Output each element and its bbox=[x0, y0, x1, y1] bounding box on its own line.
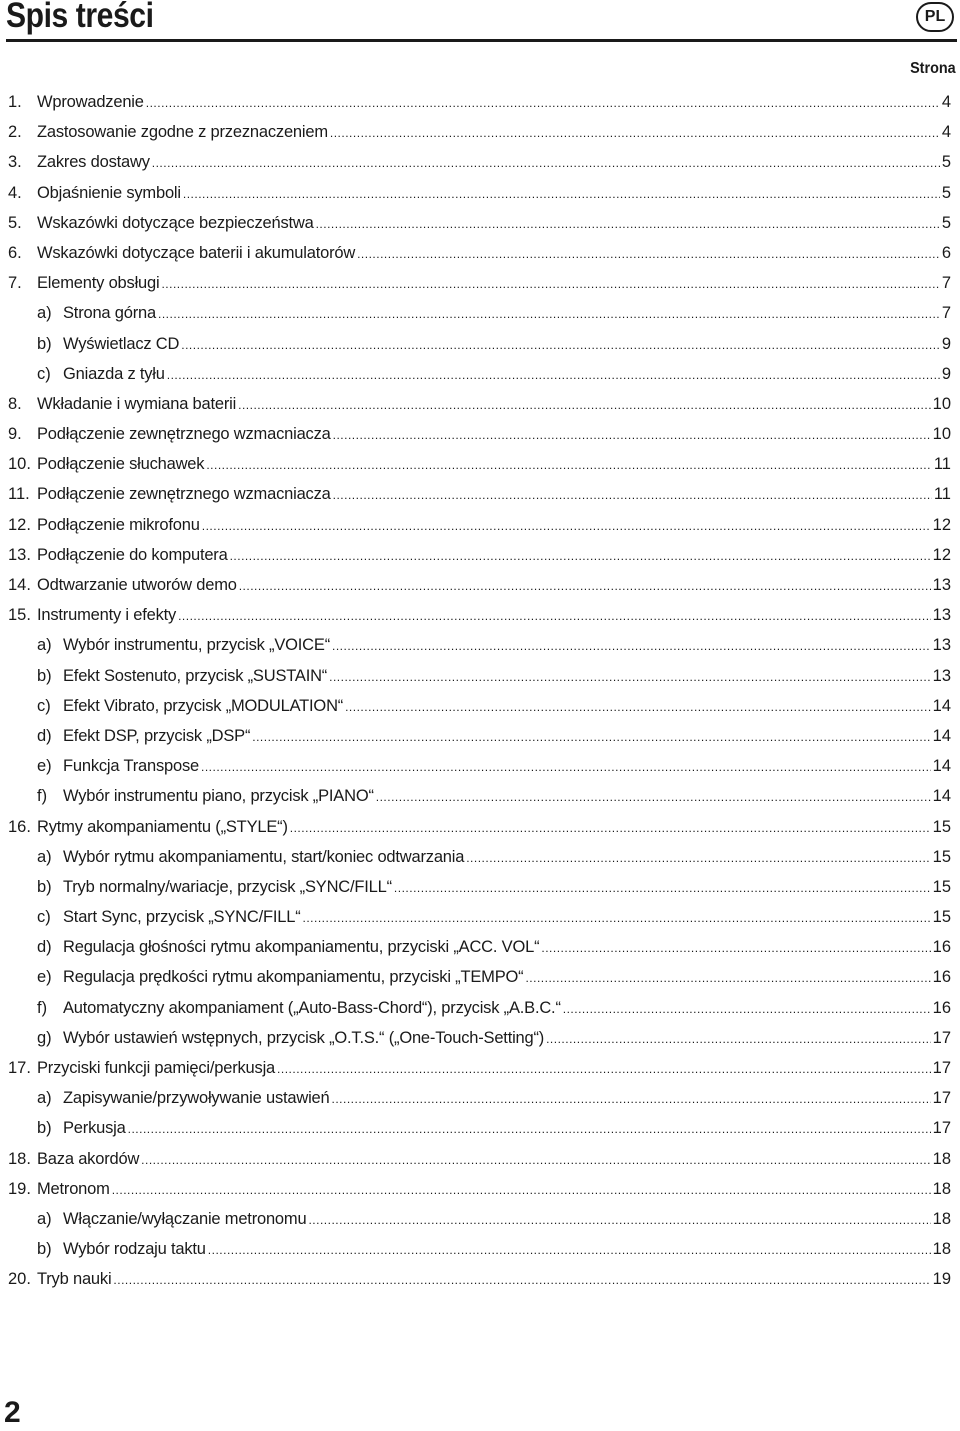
toc-dot-leader bbox=[332, 1084, 931, 1113]
toc-entry-number: a) bbox=[37, 847, 52, 866]
toc-entry-title: Gniazda z tyłu bbox=[63, 364, 165, 383]
toc-dot-leader bbox=[239, 571, 931, 600]
toc-entry-page: 9 bbox=[941, 334, 951, 353]
toc-dot-leader bbox=[277, 1054, 931, 1083]
toc-entry-title: Podłączenie do komputera bbox=[37, 545, 228, 564]
toc-entry-number: 18. bbox=[8, 1149, 31, 1168]
toc-entry-title: Efekt DSP, przycisk „DSP“ bbox=[63, 726, 251, 745]
toc-dot-leader bbox=[290, 813, 931, 842]
toc-entry-page: 18 bbox=[932, 1179, 951, 1198]
toc-entry-title: Wskazówki dotyczące baterii i akumulatorów bbox=[37, 243, 356, 262]
toc-dot-leader bbox=[563, 994, 931, 1023]
toc-entry[interactable] bbox=[8, 751, 951, 781]
toc-entry[interactable] bbox=[8, 117, 951, 147]
toc-entry[interactable] bbox=[8, 1204, 951, 1234]
toc-dot-leader bbox=[316, 209, 940, 238]
toc-entry-number: 8. bbox=[8, 394, 22, 413]
toc-entry-title: Baza akordów bbox=[37, 1149, 140, 1168]
toc-entry[interactable] bbox=[8, 661, 951, 691]
toc-entry-number: a) bbox=[37, 1209, 52, 1228]
toc-entry-number: c) bbox=[37, 696, 51, 715]
toc-entry-title: Tryb normalny/wariacje, przycisk „SYNC/FILL“ bbox=[63, 877, 392, 896]
toc-entry-page: 5 bbox=[941, 183, 951, 202]
toc-entry-number: 17. bbox=[8, 1059, 31, 1077]
toc-entry-title: Wybór ustawień wstępnych, przycisk „O.T.S.“ („One-Touch-Setting“) bbox=[63, 1028, 545, 1047]
toc-entry-page: 15 bbox=[932, 847, 951, 866]
toc-dot-leader bbox=[206, 450, 932, 479]
toc-entry[interactable] bbox=[8, 630, 951, 660]
toc-entry-number: 10. bbox=[8, 455, 31, 474]
toc-entry[interactable] bbox=[8, 540, 951, 570]
toc-entry-title: Podłączenie zewnętrznego wzmacniacza bbox=[37, 425, 331, 444]
toc-entry[interactable] bbox=[8, 1144, 951, 1174]
toc-entry[interactable] bbox=[8, 812, 951, 842]
toc-dot-leader bbox=[308, 1205, 930, 1234]
toc-dot-leader bbox=[178, 601, 931, 630]
toc-entry-title: Podłączenie słuchawek bbox=[37, 455, 205, 474]
toc-entry-title: Wybór instrumentu, przycisk „VOICE“ bbox=[63, 636, 330, 655]
toc-entry-title: Podłączenie mikrofonu bbox=[37, 515, 200, 534]
toc-entry-number: b) bbox=[37, 666, 52, 685]
toc-entry-number: 19. bbox=[8, 1179, 31, 1198]
toc-dot-leader bbox=[394, 873, 931, 902]
toc-dot-leader bbox=[113, 1265, 930, 1294]
toc-entry[interactable] bbox=[8, 1053, 951, 1083]
toc-entry-page: 16 bbox=[932, 968, 951, 987]
toc-entry-number: b) bbox=[37, 877, 52, 896]
page-column-header: Strona bbox=[910, 60, 956, 77]
toc-entry-page: 18 bbox=[932, 1149, 951, 1168]
toc-entry-number: 11. bbox=[8, 485, 30, 504]
toc-dot-leader bbox=[332, 631, 931, 660]
table-of-contents bbox=[8, 87, 951, 1295]
toc-dot-leader bbox=[376, 782, 931, 811]
toc-entry[interactable] bbox=[8, 329, 951, 359]
toc-entry-page: 11 bbox=[933, 455, 951, 474]
toc-entry-page: 12 bbox=[932, 515, 951, 534]
toc-entry-page: 13 bbox=[932, 636, 951, 655]
toc-entry-title: Automatyczny akompaniament („Auto-Bass-Chord“), przycisk „A.B.C.“ bbox=[63, 998, 561, 1017]
toc-entry-number: e) bbox=[37, 757, 52, 776]
toc-entry-title: Perkusja bbox=[63, 1119, 126, 1138]
toc-dot-leader bbox=[230, 541, 931, 570]
toc-entry-number: c) bbox=[37, 908, 51, 927]
toc-entry[interactable] bbox=[8, 902, 951, 932]
toc-entry-title: Wyświetlacz CD bbox=[63, 334, 180, 353]
toc-entry[interactable] bbox=[8, 600, 951, 630]
toc-entry-page: 17 bbox=[932, 1059, 951, 1077]
toc-entry-number: a) bbox=[37, 636, 52, 655]
toc-entry-number: a) bbox=[37, 1089, 52, 1108]
toc-entry[interactable] bbox=[8, 781, 951, 811]
toc-dot-leader bbox=[238, 390, 931, 419]
toc-entry-page: 16 bbox=[932, 938, 951, 957]
toc-dot-leader bbox=[141, 1145, 930, 1174]
toc-entry-title: Zastosowanie zgodne z przeznaczeniem bbox=[37, 123, 328, 142]
page-number: 2 bbox=[4, 1396, 21, 1429]
toc-entry-page: 15 bbox=[932, 817, 951, 836]
toc-entry-number: 14. bbox=[8, 576, 31, 594]
toc-dot-leader bbox=[302, 903, 930, 932]
toc-dot-leader bbox=[146, 88, 940, 117]
toc-dot-leader bbox=[546, 1024, 931, 1053]
toc-entry-page: 13 bbox=[932, 606, 951, 625]
toc-entry-page: 13 bbox=[932, 666, 951, 685]
toc-entry-title: Zakres dostawy bbox=[37, 153, 150, 172]
toc-entry[interactable] bbox=[8, 721, 951, 751]
toc-entry[interactable] bbox=[8, 419, 951, 449]
toc-entry-title: Efekt Sostenuto, przycisk „SUSTAIN“ bbox=[63, 666, 328, 685]
toc-dot-leader bbox=[466, 843, 930, 872]
toc-entry-title: Funkcja Transpose bbox=[63, 757, 200, 776]
toc-entry-number: d) bbox=[37, 726, 52, 745]
toc-entry-page: 17 bbox=[932, 1028, 951, 1047]
toc-entry-title: Regulacja prędkości rytmu akompaniamentu, przyciski „TEMPO“ bbox=[63, 968, 524, 987]
toc-entry-title: Efekt Vibrato, przycisk „MODULATION“ bbox=[63, 696, 344, 715]
toc-entry-title: Rytmy akompaniamentu („STYLE“) bbox=[37, 817, 288, 836]
toc-entry[interactable] bbox=[8, 298, 951, 328]
toc-entry-page: 17 bbox=[932, 1089, 951, 1108]
toc-entry-number: 12. bbox=[8, 515, 31, 534]
toc-entry-number: g) bbox=[37, 1028, 52, 1047]
toc-dot-leader bbox=[525, 963, 930, 992]
toc-entry[interactable] bbox=[8, 147, 951, 177]
toc-entry[interactable] bbox=[8, 359, 951, 389]
toc-dot-leader bbox=[161, 269, 939, 298]
toc-entry[interactable] bbox=[8, 1023, 951, 1053]
toc-entry-page: 13 bbox=[932, 576, 951, 594]
toc-entry-title: Podłączenie zewnętrznego wzmacniacza bbox=[37, 485, 331, 504]
toc-dot-leader bbox=[333, 420, 931, 449]
toc-dot-leader bbox=[202, 511, 931, 540]
toc-entry-page: 10 bbox=[932, 394, 951, 413]
language-badge: PL bbox=[916, 2, 954, 32]
toc-entry[interactable] bbox=[8, 87, 951, 117]
toc-entry-number: 4. bbox=[8, 183, 22, 202]
toc-dot-leader bbox=[152, 148, 940, 177]
toc-entry-title: Start Sync, przycisk „SYNC/FILL“ bbox=[63, 908, 301, 927]
toc-entry-number: 2. bbox=[8, 123, 22, 142]
toc-entry-page: 4 bbox=[941, 93, 951, 111]
toc-entry[interactable] bbox=[8, 449, 951, 479]
header-divider bbox=[6, 39, 957, 42]
toc-dot-leader bbox=[181, 330, 940, 359]
toc-entry-number: 5. bbox=[8, 213, 22, 232]
toc-entry-title: Wybór rodzaju taktu bbox=[63, 1240, 206, 1259]
toc-entry-number: a) bbox=[37, 304, 52, 323]
toc-entry-page: 15 bbox=[932, 877, 951, 896]
toc-entry-page: 10 bbox=[932, 425, 951, 444]
toc-entry[interactable] bbox=[8, 962, 951, 992]
toc-entry-title: Elementy obsługi bbox=[37, 274, 160, 293]
toc-entry[interactable] bbox=[8, 1174, 951, 1204]
toc-entry-page: 14 bbox=[932, 696, 951, 715]
toc-dot-leader bbox=[330, 118, 940, 147]
toc-entry-title: Wybór instrumentu piano, przycisk „PIANO“ bbox=[63, 787, 374, 806]
toc-dot-leader bbox=[333, 480, 932, 509]
toc-entry[interactable] bbox=[8, 479, 951, 509]
toc-entry[interactable] bbox=[8, 268, 951, 298]
toc-entry[interactable] bbox=[8, 1083, 951, 1113]
toc-entry-title: Strona górna bbox=[63, 304, 156, 323]
toc-entry-page: 5 bbox=[941, 213, 951, 232]
toc-entry-page: 5 bbox=[941, 153, 951, 172]
toc-entry-number: 7. bbox=[8, 274, 22, 293]
toc-entry-title: Objaśnienie symboli bbox=[37, 183, 181, 202]
toc-entry[interactable] bbox=[8, 842, 951, 872]
toc-entry-number: d) bbox=[37, 938, 52, 957]
toc-entry-title: Zapisywanie/przywoływanie ustawień bbox=[63, 1089, 330, 1108]
toc-entry-number: 20. bbox=[8, 1270, 31, 1289]
toc-entry[interactable] bbox=[8, 1113, 951, 1143]
toc-entry-page: 7 bbox=[941, 274, 951, 293]
toc-entry-page: 14 bbox=[932, 757, 951, 776]
toc-dot-leader bbox=[357, 239, 940, 268]
page-header bbox=[6, 0, 956, 40]
toc-entry-number: 9. bbox=[8, 425, 22, 444]
toc-entry-title: Wybór rytmu akompaniamentu, start/koniec odtwarzania bbox=[63, 847, 465, 866]
toc-entry[interactable] bbox=[8, 932, 951, 962]
toc-entry-number: f) bbox=[37, 998, 48, 1017]
toc-dot-leader bbox=[541, 933, 930, 962]
toc-entry-page: 9 bbox=[941, 364, 951, 383]
toc-entry-number: c) bbox=[37, 364, 51, 383]
toc-entry-page: 14 bbox=[932, 787, 951, 806]
toc-dot-leader bbox=[329, 662, 931, 691]
toc-entry[interactable] bbox=[8, 872, 951, 902]
toc-entry-title: Tryb nauki bbox=[37, 1270, 112, 1289]
toc-entry-number: 13. bbox=[8, 545, 31, 564]
toc-dot-leader bbox=[158, 299, 940, 328]
toc-dot-leader bbox=[201, 752, 931, 781]
toc-entry-page: 18 bbox=[932, 1240, 951, 1259]
toc-entry-title: Regulacja głośności rytmu akompaniamentu, przyciski „ACC. VOL“ bbox=[63, 938, 540, 957]
toc-entry-number: 3. bbox=[8, 153, 22, 172]
toc-entry-page: 17 bbox=[932, 1119, 951, 1138]
toc-entry[interactable] bbox=[8, 510, 951, 540]
toc-dot-leader bbox=[183, 179, 940, 208]
toc-entry[interactable] bbox=[8, 178, 951, 208]
toc-dot-leader bbox=[167, 360, 940, 389]
toc-entry-page: 12 bbox=[932, 545, 951, 564]
toc-entry-number: f) bbox=[37, 787, 48, 806]
toc-entry[interactable] bbox=[8, 238, 951, 268]
toc-entry-page: 18 bbox=[932, 1209, 951, 1228]
page-title: Spis treści bbox=[6, 0, 154, 35]
toc-entry-page: 4 bbox=[941, 123, 951, 142]
toc-entry-title: Wskazówki dotyczące bezpieczeństwa bbox=[37, 213, 314, 232]
toc-entry-title: Instrumenty i efekty bbox=[37, 606, 177, 625]
toc-dot-leader bbox=[112, 1175, 931, 1204]
toc-entry-number: b) bbox=[37, 1240, 52, 1259]
toc-entry[interactable] bbox=[8, 389, 951, 419]
toc-entry-page: 14 bbox=[932, 726, 951, 745]
toc-entry[interactable] bbox=[8, 208, 951, 238]
toc-entry-number: 6. bbox=[8, 243, 22, 262]
toc-dot-leader bbox=[252, 722, 930, 751]
toc-entry-page: 16 bbox=[932, 998, 951, 1017]
toc-entry-number: e) bbox=[37, 968, 52, 987]
toc-entry-page: 19 bbox=[932, 1270, 951, 1289]
toc-dot-leader bbox=[208, 1235, 931, 1264]
toc-entry-title: Odtwarzanie utworów demo bbox=[37, 576, 237, 594]
toc-entry-title: Włączanie/wyłączanie metronomu bbox=[63, 1209, 307, 1228]
toc-entry-number: 15. bbox=[8, 606, 31, 625]
toc-entry-page: 11 bbox=[933, 485, 951, 504]
toc-entry[interactable] bbox=[8, 1234, 951, 1264]
toc-entry-number: b) bbox=[37, 1119, 52, 1138]
toc-entry[interactable] bbox=[8, 570, 951, 600]
toc-entry-title: Metronom bbox=[37, 1179, 110, 1198]
toc-entry-number: 16. bbox=[8, 817, 31, 836]
toc-entry[interactable] bbox=[8, 691, 951, 721]
toc-entry-title: Wprowadzenie bbox=[37, 93, 144, 111]
toc-entry-title: Przyciski funkcji pamięci/perkusja bbox=[37, 1059, 276, 1077]
toc-entry-page: 6 bbox=[941, 243, 951, 262]
toc-entry-page: 7 bbox=[941, 304, 951, 323]
toc-entry-page: 15 bbox=[932, 908, 951, 927]
toc-entry-number: b) bbox=[37, 334, 52, 353]
toc-entry[interactable] bbox=[8, 1264, 951, 1294]
toc-entry-number: 1. bbox=[8, 93, 22, 111]
toc-entry[interactable] bbox=[8, 993, 951, 1023]
toc-dot-leader bbox=[128, 1114, 931, 1143]
toc-dot-leader bbox=[345, 692, 931, 721]
toc-entry-title: Wkładanie i wymiana baterii bbox=[37, 394, 237, 413]
